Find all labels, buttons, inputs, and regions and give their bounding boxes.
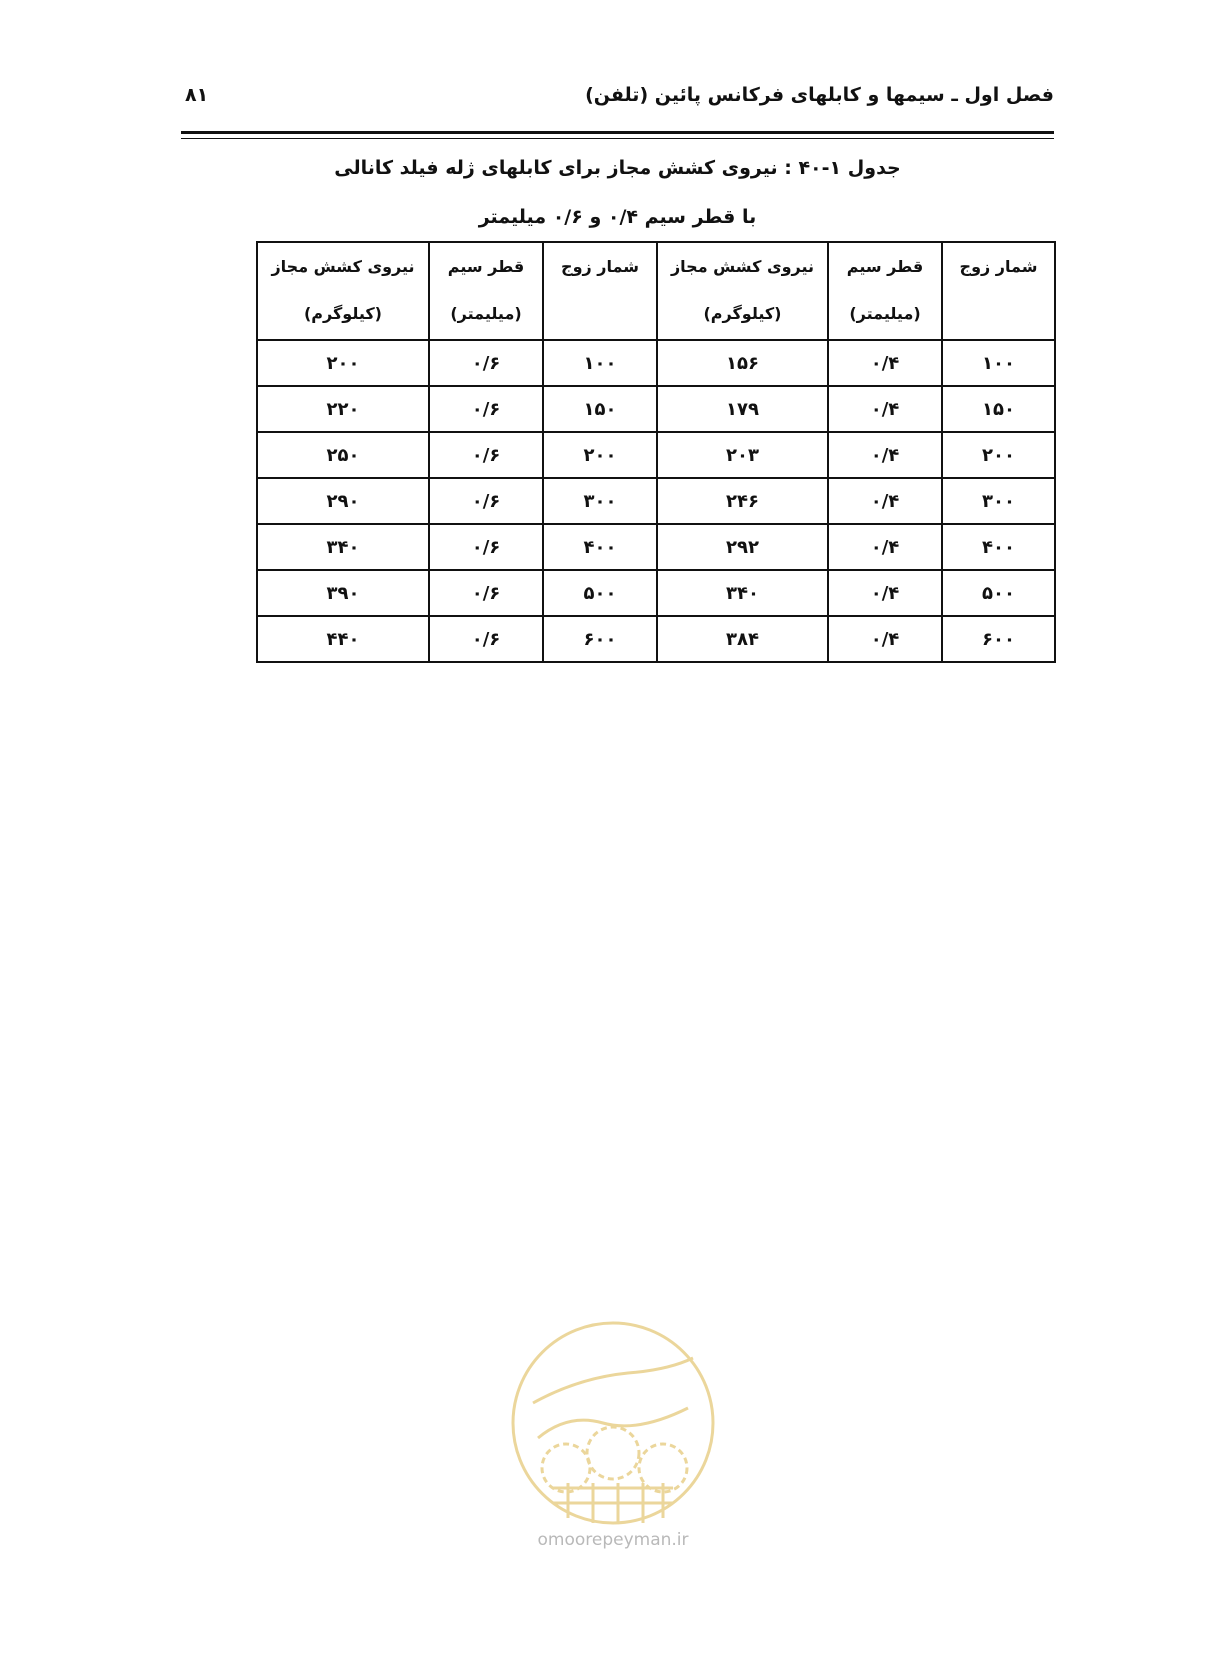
table-cell: ۰/۴ — [828, 432, 942, 478]
watermark-url: omoorepeyman.ir — [537, 1530, 689, 1550]
table-cell: ۳۴۰ — [657, 570, 828, 616]
table-cell: ۲۵۰ — [257, 432, 429, 478]
header-tension-2: نیروی کشش مجاز (کیلوگرم) — [257, 242, 429, 340]
table-cell: ۱۷۹ — [657, 386, 828, 432]
table-cell: ۰/۴ — [828, 616, 942, 662]
table-cell: ۴۴۰ — [257, 616, 429, 662]
table-cell: ۲۹۲ — [657, 524, 828, 570]
table-cell: ۰/۶ — [429, 478, 543, 524]
header-rule-thick — [181, 131, 1054, 134]
table-cell: ۱۵۰ — [942, 386, 1055, 432]
table-row — [257, 386, 1055, 432]
table-cell: ۲۰۰ — [942, 432, 1055, 478]
table-row — [257, 478, 1055, 524]
table-cell: ۳۰۰ — [942, 478, 1055, 524]
table-cell: ۰/۴ — [828, 386, 942, 432]
table-cell: ۱۰۰ — [543, 340, 657, 386]
header-rule-thin — [181, 138, 1054, 139]
table-caption-subtitle: با قطر سیم ۰/۴ و ۰/۶ میلیمتر — [478, 206, 757, 228]
table-cell: ۳۴۰ — [257, 524, 429, 570]
table-row — [257, 570, 1055, 616]
table-cell: ۰/۶ — [429, 524, 543, 570]
header-wire-diameter-2: قطر سیم (میلیمتر) — [429, 242, 543, 340]
header-tension-1: نیروی کشش مجاز (کیلوگرم) — [657, 242, 828, 340]
table-cell: ۵۰۰ — [543, 570, 657, 616]
header-pair-count-1: شمار زوج — [942, 242, 1055, 340]
table-cell: ۲۲۰ — [257, 386, 429, 432]
table-header-row — [257, 242, 1055, 340]
table-cell: ۲۰۰ — [543, 432, 657, 478]
table-cell: ۰/۶ — [429, 616, 543, 662]
table-cell: ۲۴۶ — [657, 478, 828, 524]
table-cell: ۰/۴ — [828, 570, 942, 616]
table-cell: ۲۰۰ — [257, 340, 429, 386]
table-caption-title: جدول ۱-۴۰ : نیروی کشش مجاز برای کابلهای ژله فیلد کانالی — [334, 157, 901, 179]
table-cell: ۴۰۰ — [942, 524, 1055, 570]
table-cell: ۲۰۳ — [657, 432, 828, 478]
table-cell: ۴۰۰ — [543, 524, 657, 570]
table-cell: ۰/۴ — [828, 478, 942, 524]
table-cell: ۱۰۰ — [942, 340, 1055, 386]
tension-table — [256, 241, 1056, 663]
watermark-emblem — [513, 1323, 713, 1523]
chapter-title: فصل اول ـ سیمها و کابلهای فرکانس پائین (تلفن) — [585, 84, 1054, 106]
table-cell: ۵۰۰ — [942, 570, 1055, 616]
page-number: ۸۱ — [185, 84, 209, 106]
table-cell: ۱۵۰ — [543, 386, 657, 432]
table-cell: ۰/۴ — [828, 524, 942, 570]
table-cell: ۳۰۰ — [543, 478, 657, 524]
table-cell: ۰/۶ — [429, 340, 543, 386]
table-cell: ۶۰۰ — [942, 616, 1055, 662]
table-cell: ۰/۶ — [429, 432, 543, 478]
table-cell: ۰/۶ — [429, 570, 543, 616]
table-cell: ۲۹۰ — [257, 478, 429, 524]
table-cell: ۰/۴ — [828, 340, 942, 386]
page-header — [181, 80, 1054, 120]
header-pair-count-2: شمار زوج — [543, 242, 657, 340]
header-wire-diameter-1: قطر سیم (میلیمتر) — [828, 242, 942, 340]
table-row — [257, 340, 1055, 386]
table-row — [257, 524, 1055, 570]
table-cell: ۶۰۰ — [543, 616, 657, 662]
watermark-logo — [508, 1318, 718, 1528]
table-row — [257, 432, 1055, 478]
table-cell: ۰/۶ — [429, 386, 543, 432]
table-cell: ۱۵۶ — [657, 340, 828, 386]
table-cell: ۳۸۴ — [657, 616, 828, 662]
table-row — [257, 616, 1055, 662]
table-cell: ۳۹۰ — [257, 570, 429, 616]
